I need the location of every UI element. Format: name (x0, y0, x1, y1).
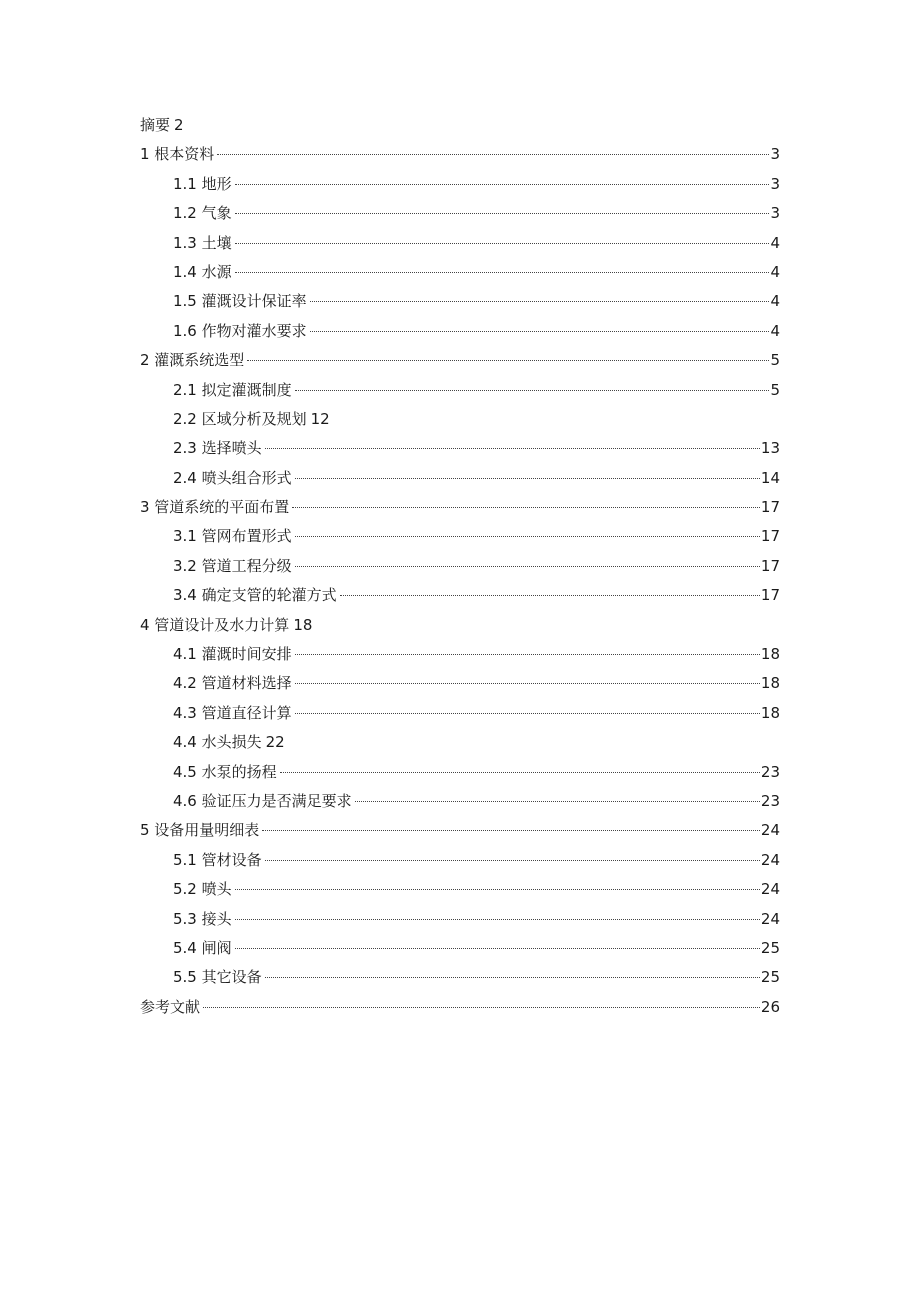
toc-dot-leader (265, 860, 760, 861)
toc-entry-page-number: 18 (293, 615, 313, 634)
toc-entry[interactable] (140, 287, 780, 316)
toc-entry-title: 摘要 (140, 116, 171, 134)
toc-entry-page-number: 23 (760, 791, 780, 810)
toc-dot-leader (280, 772, 760, 773)
table-of-contents (140, 111, 780, 1022)
toc-entry-page-number: 18 (760, 674, 780, 693)
toc-entry-title: 1.5 灌溉设计保证率 (173, 292, 307, 311)
toc-entry[interactable] (140, 963, 780, 992)
toc-entry-page-number: 17 (760, 498, 780, 517)
toc-entry-title: 4 管道设计及水力计算 (140, 615, 290, 634)
toc-dot-leader (340, 595, 760, 596)
toc-entry-title: 2.2 区域分析及规划 (173, 409, 307, 428)
toc-entry-title: 4.4 水头损失 (173, 733, 262, 752)
toc-dot-leader (295, 478, 760, 479)
toc-dot-leader (265, 977, 760, 978)
toc-dot-leader (295, 654, 760, 655)
toc-entry[interactable] (140, 552, 780, 581)
toc-dot-leader (235, 184, 770, 185)
toc-entry-title: 1 根本资料 (140, 145, 215, 164)
toc-entry-page-number: 5 (770, 380, 780, 399)
toc-dot-leader (235, 948, 760, 949)
toc-entry[interactable] (140, 787, 780, 816)
toc-entry-title: 参考文献 (140, 997, 201, 1016)
toc-dot-leader (235, 919, 760, 920)
toc-dot-leader (355, 801, 760, 802)
toc-entry[interactable] (140, 434, 780, 463)
toc-dot-leader (235, 889, 760, 890)
toc-entry-title: 3 管道系统的平面布置 (140, 498, 290, 517)
toc-entry-title: 1.4 水源 (173, 262, 232, 281)
toc-entry-page-number: 18 (760, 703, 780, 722)
toc-entry-page-number: 4 (770, 233, 780, 252)
toc-entry-title: 1.1 地形 (173, 174, 232, 193)
toc-entry-page-number: 3 (770, 204, 780, 223)
toc-entry-title: 5 设备用量明细表 (140, 821, 260, 840)
toc-entry[interactable] (140, 758, 780, 787)
toc-entry[interactable] (140, 640, 780, 669)
toc-entry-page-number: 14 (760, 468, 780, 487)
toc-entry[interactable] (140, 170, 780, 199)
toc-entry-title: 2.1 拟定灌溉制度 (173, 380, 292, 399)
toc-entry[interactable] (140, 581, 780, 610)
toc-entry[interactable] (140, 875, 780, 904)
toc-dot-leader (235, 213, 770, 214)
toc-entry[interactable] (140, 229, 780, 258)
toc-entry[interactable] (140, 493, 780, 522)
toc-dot-leader (295, 536, 760, 537)
toc-entry[interactable] (140, 258, 780, 287)
toc-entry-page-number: 2 (174, 116, 184, 134)
toc-entry-page-number: 3 (770, 174, 780, 193)
toc-entry[interactable] (140, 611, 780, 640)
toc-dot-leader (295, 683, 760, 684)
toc-entry[interactable] (140, 728, 780, 757)
toc-entry[interactable] (140, 140, 780, 169)
toc-entry[interactable] (140, 816, 780, 845)
toc-entry-title: 1.2 气象 (173, 204, 232, 223)
toc-entry-title: 5.4 闸阀 (173, 938, 232, 957)
toc-entry[interactable] (140, 993, 780, 1022)
toc-entry-title: 3.2 管道工程分级 (173, 556, 292, 575)
toc-entry-page-number: 22 (265, 733, 285, 752)
toc-entry-page-number: 4 (770, 262, 780, 281)
toc-entry-title: 1.3 土壤 (173, 233, 232, 252)
toc-entry-page-number: 4 (770, 292, 780, 311)
toc-entry-page-number: 3 (770, 145, 780, 164)
toc-entry-title: 5.1 管材设备 (173, 850, 262, 869)
toc-dot-leader (235, 272, 770, 273)
toc-entry-title: 3.4 确定支管的轮灌方式 (173, 586, 337, 605)
toc-dot-leader (247, 360, 769, 361)
toc-entry-page-number: 26 (760, 997, 780, 1016)
toc-entry-page-number: 12 (310, 409, 330, 428)
toc-entry-title: 2.4 喷头组合形式 (173, 468, 292, 487)
toc-entry-page-number: 17 (760, 527, 780, 546)
toc-entry[interactable] (140, 699, 780, 728)
toc-dot-leader (262, 830, 760, 831)
toc-entry[interactable] (140, 846, 780, 875)
toc-entry-title: 4.3 管道直径计算 (173, 703, 292, 722)
toc-entry-page-number: 17 (760, 556, 780, 575)
toc-entry-page-number: 24 (760, 850, 780, 869)
toc-entry[interactable] (140, 905, 780, 934)
toc-entry-title: 2.3 选择喷头 (173, 439, 262, 458)
toc-dot-leader (292, 507, 760, 508)
toc-entry[interactable] (140, 199, 780, 228)
toc-entry-page-number: 18 (760, 645, 780, 664)
toc-dot-leader (235, 243, 770, 244)
toc-entry[interactable] (140, 464, 780, 493)
toc-entry-page-number: 24 (760, 880, 780, 899)
toc-dot-leader (217, 154, 769, 155)
toc-entry-title: 4.1 灌溉时间安排 (173, 645, 292, 664)
toc-entry-title: 4.5 水泵的扬程 (173, 762, 277, 781)
toc-dot-leader (310, 331, 770, 332)
toc-entry[interactable] (140, 669, 780, 698)
toc-entry-title: 1.6 作物对灌水要求 (173, 321, 307, 340)
toc-dot-leader (203, 1007, 760, 1008)
toc-entry-page-number: 24 (760, 909, 780, 928)
toc-entry-title: 4.6 验证压力是否满足要求 (173, 791, 352, 810)
toc-entry[interactable] (140, 934, 780, 963)
toc-entry-page-number: 4 (770, 321, 780, 340)
toc-entry-page-number: 25 (760, 968, 780, 987)
toc-entry-page-number: 13 (760, 439, 780, 458)
toc-entry-page-number: 24 (760, 821, 780, 840)
toc-entry-title: 5.3 接头 (173, 909, 232, 928)
toc-entry[interactable] (140, 111, 780, 140)
toc-dot-leader (310, 301, 770, 302)
toc-entry-page-number: 25 (760, 938, 780, 957)
toc-dot-leader (295, 390, 770, 391)
toc-dot-leader (295, 713, 760, 714)
toc-entry[interactable] (140, 522, 780, 551)
toc-entry-page-number: 23 (760, 762, 780, 781)
toc-dot-leader (295, 566, 760, 567)
toc-entry[interactable] (140, 317, 780, 346)
toc-entry-title: 5.2 喷头 (173, 880, 232, 899)
toc-entry-title: 3.1 管网布置形式 (173, 527, 292, 546)
toc-entry-title: 4.2 管道材料选择 (173, 674, 292, 693)
toc-entry[interactable] (140, 405, 780, 434)
toc-entry-page-number: 5 (770, 351, 780, 370)
toc-entry[interactable] (140, 376, 780, 405)
toc-entry[interactable] (140, 346, 780, 375)
toc-dot-leader (265, 448, 760, 449)
toc-entry-title: 2 灌溉系统选型 (140, 351, 245, 370)
toc-entry-page-number: 17 (760, 586, 780, 605)
toc-entry-title: 5.5 其它设备 (173, 968, 262, 987)
